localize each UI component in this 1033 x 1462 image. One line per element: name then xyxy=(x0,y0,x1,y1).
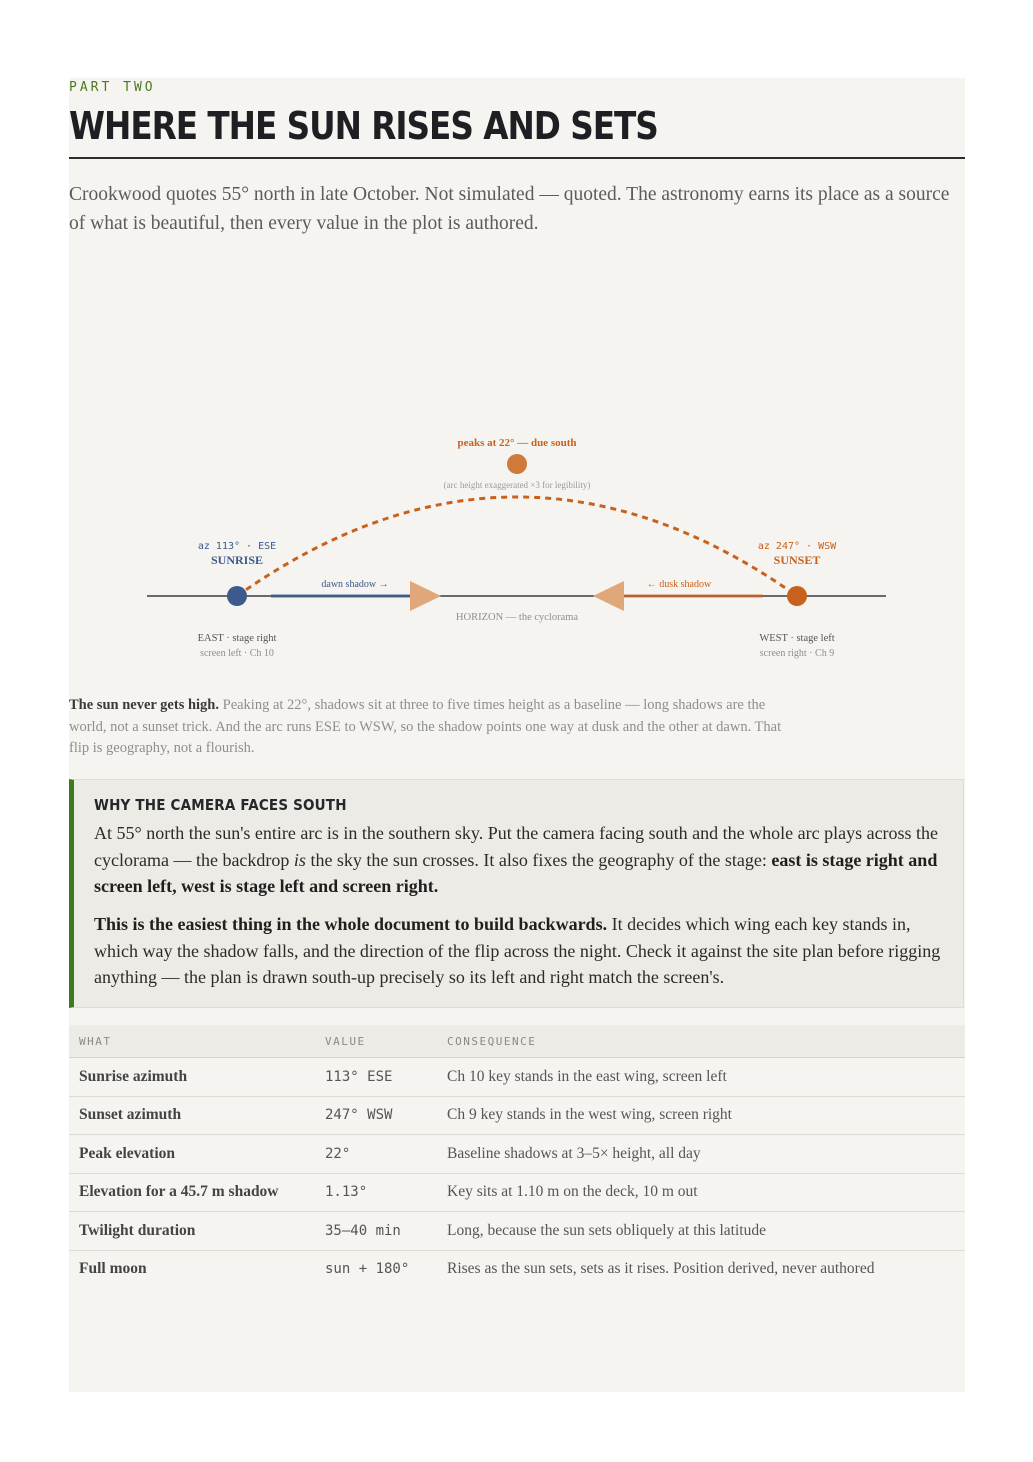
table-row xyxy=(69,1250,965,1288)
horizon-label: HORIZON — the cyclorama xyxy=(455,612,579,623)
cell-consequence: Baseline shadows at 3–5× height, all day xyxy=(437,1135,965,1174)
sunset-sun xyxy=(787,586,807,606)
caption-body: Peaking at 22°, shadows sit at three to five times height as a baseline — long shadows are the world, not a sunset trick. And the arc runs ESE to WSW, so the shadow points one way at dusk and the other at dawn. That flip is geography, not a flourish. xyxy=(69,697,782,756)
sunrise-label: SUNRISE xyxy=(210,553,264,567)
callout-box xyxy=(69,779,964,1008)
sun-facts-table xyxy=(69,1025,965,1288)
cell-consequence: Ch 10 key stands in the east wing, screen left xyxy=(437,1058,965,1097)
dusk-shadow-arrowhead xyxy=(593,581,624,611)
callout-p1-text-b: the sky the sun crosses. It also fixes the geography of the stage: xyxy=(305,849,772,870)
cell-what: Peak elevation xyxy=(69,1135,315,1174)
cell-value: 22° xyxy=(315,1135,437,1174)
column-header-consequence: CONSEQUENCE xyxy=(437,1025,965,1058)
cell-value: 247° WSW xyxy=(315,1096,437,1135)
cell-value: sun + 180° xyxy=(325,1261,410,1278)
dawn-shadow-label: dawn shadow → xyxy=(321,579,389,590)
caption-lead: The sun never gets high. xyxy=(69,697,219,713)
section-eyebrow: PART TWO xyxy=(69,80,156,95)
sunset-label: SUNSET xyxy=(773,553,821,567)
callout-p1-strong: east is stage right and screen left, west is stage left and screen right. xyxy=(94,849,938,896)
west-label: WEST · stage left xyxy=(759,633,835,644)
column-header-what: WHAT xyxy=(69,1025,315,1058)
sunrise-sun xyxy=(227,586,247,606)
column-header-value: VALUE xyxy=(315,1025,437,1058)
cell-value: 35–40 min xyxy=(315,1212,437,1251)
cell-consequence: Ch 9 key stands in the west wing, screen right xyxy=(437,1096,965,1135)
table-row xyxy=(69,1135,965,1174)
callout-paragraph-2 xyxy=(94,911,950,991)
callout-p1-text-a: At 55° north the sun's entire arc is in the southern sky. Put the camera facing south and the whole arc plays across the cyclorama — the backdrop xyxy=(94,823,939,870)
cell-what: Twilight duration xyxy=(69,1212,315,1251)
page-title: WHERE THE SUN RISES AND SETS xyxy=(69,104,658,148)
sunset-azimuth: az 247° · WSW xyxy=(757,541,837,552)
table-row xyxy=(69,1096,965,1135)
title-rule xyxy=(69,157,965,159)
west-sublabel: screen right · Ch 9 xyxy=(759,648,835,659)
table-row xyxy=(69,1212,965,1251)
table-row xyxy=(69,1173,965,1212)
sunrise-azimuth: az 113° · ESE xyxy=(197,541,277,552)
cell-consequence: Rises as the sun sets, sets as it rises. Position derived, never authored xyxy=(447,1260,875,1278)
dawn-shadow-arrowhead xyxy=(410,581,441,611)
peak-label: peaks at 22° — due south xyxy=(457,437,577,449)
cell-what: Full moon xyxy=(79,1260,147,1278)
east-sublabel: screen left · Ch 10 xyxy=(200,648,274,659)
table-header-row xyxy=(69,1025,965,1058)
peak-sun xyxy=(507,454,527,474)
cell-what: Sunset azimuth xyxy=(69,1096,315,1135)
lede-paragraph: Crookwood quotes 55° north in late October. Not simulated — quoted. The astronomy earns its place as a source of what is beautiful, then every value in the plot is authored. xyxy=(69,184,950,234)
callout-title: WHY THE CAMERA FACES SOUTH xyxy=(94,796,347,814)
dusk-shadow-label: ← dusk shadow xyxy=(646,579,712,590)
east-label: EAST · stage right xyxy=(197,633,277,644)
page xyxy=(69,78,965,1392)
callout-p2-text: It decides which wing each key stands in, which way the shadow falls, and the direction of the flip across the night. Check it against the site plan before rigging anything — the plan is drawn south-up precisely so its left and right match the screen's. xyxy=(94,914,941,987)
cell-value: 1.13° xyxy=(315,1173,437,1212)
cell-value: 113° ESE xyxy=(315,1058,437,1097)
callout-p2-strong: This is the easiest thing in the whole document to build backwards. xyxy=(94,914,608,934)
callout-p1-emphasis: is xyxy=(293,849,306,870)
cell-consequence: Key sits at 1.10 m on the deck, 10 m out xyxy=(437,1173,965,1212)
cell-what: Sunrise azimuth xyxy=(69,1058,315,1097)
callout-paragraph-1 xyxy=(94,820,950,900)
diagram-caption xyxy=(69,695,789,760)
cell-what: Elevation for a 45.7 m shadow xyxy=(69,1173,315,1212)
cell-consequence: Long, because the sun sets obliquely at this latitude xyxy=(437,1212,965,1251)
table-row xyxy=(69,1058,965,1097)
sun-arc-diagram xyxy=(69,418,965,678)
peak-note: (arc height exaggerated ×3 for legibility) xyxy=(443,480,591,490)
